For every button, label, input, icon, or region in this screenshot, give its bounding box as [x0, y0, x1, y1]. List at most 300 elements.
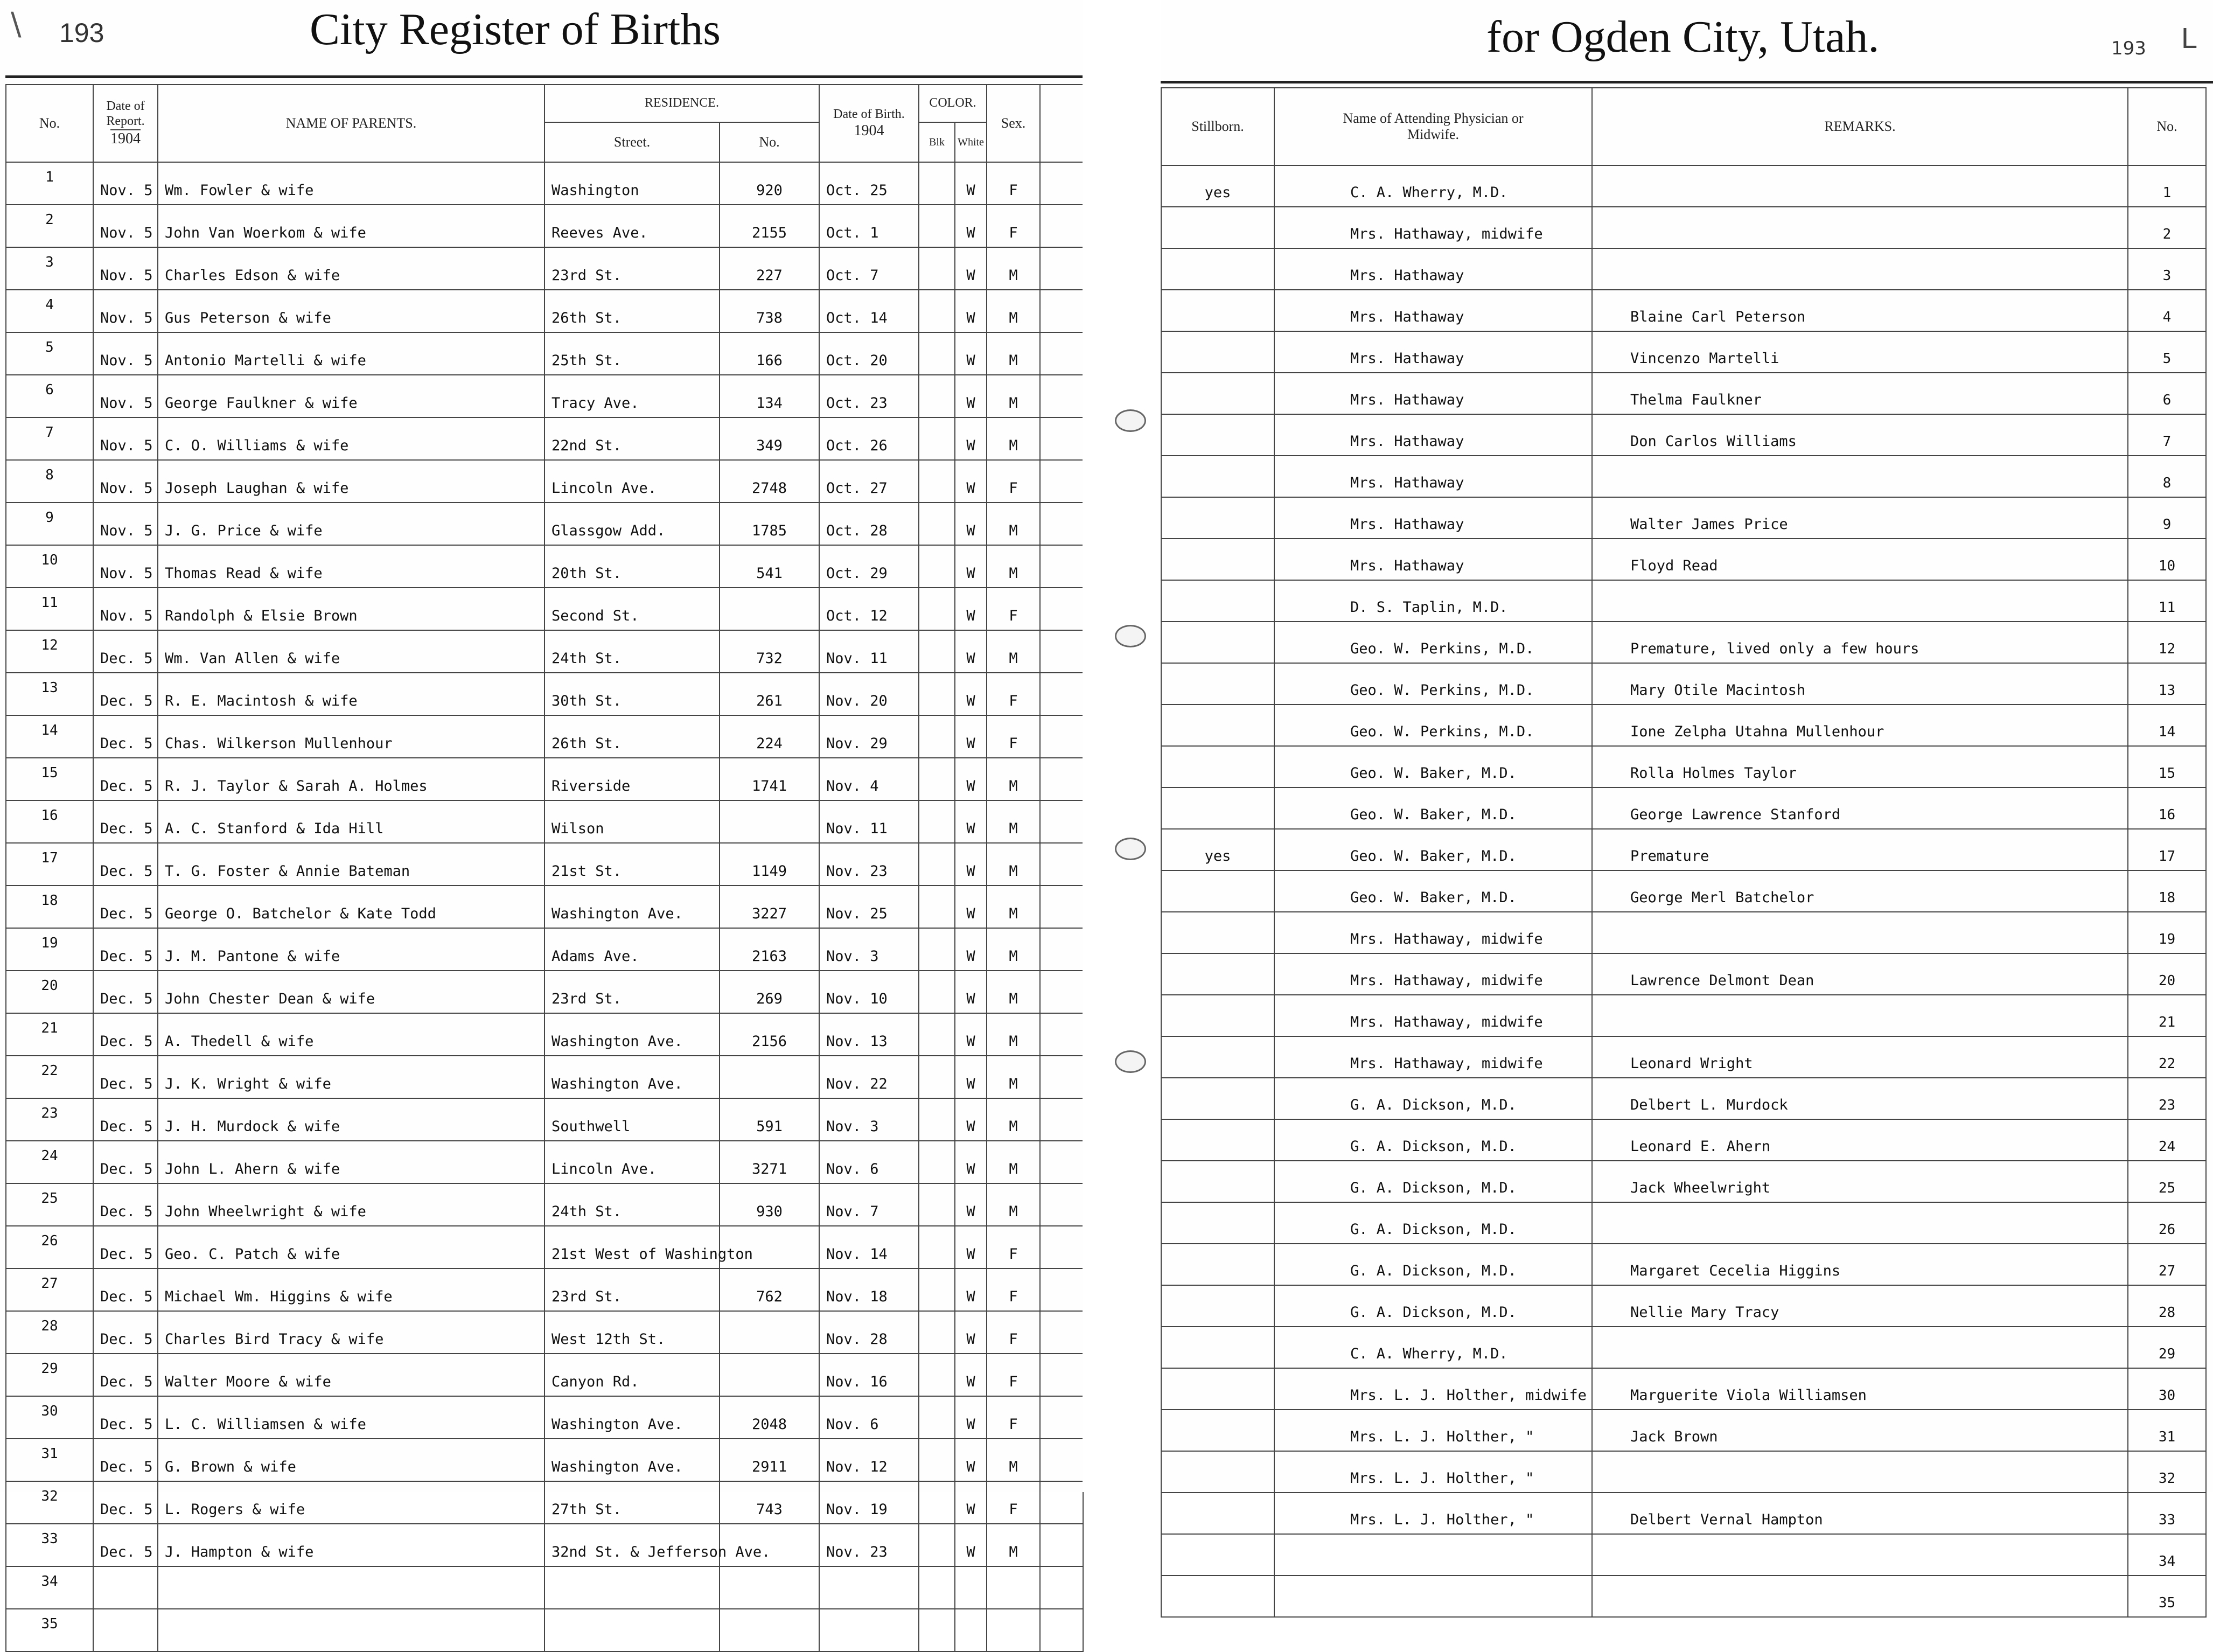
table-row	[6, 1013, 1083, 1056]
birth-date-cell: Nov. 23	[819, 843, 919, 886]
report-date-cell	[93, 1609, 158, 1651]
house-number-cell: 2163	[720, 928, 819, 971]
color-white-cell: W	[955, 375, 987, 417]
report-date-cell: Dec. 5	[93, 715, 158, 758]
blank-cell	[1040, 1013, 1083, 1056]
color-blk-cell	[919, 1013, 955, 1056]
sex-cell: M	[987, 971, 1040, 1013]
color-blk-cell	[919, 375, 955, 417]
blank-cell	[1040, 247, 1083, 290]
parents-name-cell: G. Brown & wife	[158, 1439, 544, 1481]
remarks-cell: Margaret Cecelia Higgins	[1592, 1244, 2128, 1285]
birth-date-cell: Nov. 16	[819, 1354, 919, 1396]
sex-cell: F	[987, 1481, 1040, 1524]
birth-date-cell: Oct. 28	[819, 503, 919, 545]
physician-cell: Mrs. Hathaway, midwife	[1274, 953, 1592, 995]
birth-date-cell: Oct. 29	[819, 545, 919, 588]
binder-hole	[1115, 409, 1146, 432]
table-row	[1161, 829, 2206, 870]
color-white-cell: W	[955, 290, 987, 332]
sex-cell: F	[987, 715, 1040, 758]
house-number-cell	[720, 1354, 819, 1396]
house-number-cell	[720, 1566, 819, 1609]
births-register-table-continued	[1161, 87, 2207, 1618]
color-blk-cell	[919, 928, 955, 971]
color-blk-cell	[919, 1141, 955, 1183]
parents-name-cell: J. Hampton & wife	[158, 1524, 544, 1566]
table-row	[6, 247, 1083, 290]
physician-cell: G. A. Dickson, M.D.	[1274, 1244, 1592, 1285]
row-number: 11	[2128, 580, 2206, 622]
blank-cell	[1040, 800, 1083, 843]
color-blk-cell	[919, 715, 955, 758]
report-date-cell: Dec. 5	[93, 1141, 158, 1183]
blank-cell	[1040, 1481, 1083, 1524]
table-row	[6, 843, 1083, 886]
birth-date-cell: Nov. 22	[819, 1056, 919, 1098]
row-number: 16	[6, 800, 93, 843]
house-number-cell: 1149	[720, 843, 819, 886]
color-white-cell: W	[955, 545, 987, 588]
remarks-cell	[1592, 1451, 2128, 1493]
table-row	[1161, 290, 2206, 331]
report-date-cell: Dec. 5	[93, 886, 158, 928]
color-white-cell: W	[955, 1311, 987, 1354]
row-number: 35	[2128, 1576, 2206, 1617]
row-number: 2	[2128, 207, 2206, 248]
table-row	[6, 1354, 1083, 1396]
physician-cell: Mrs. L. J. Holther, midwife	[1274, 1368, 1592, 1410]
binder-hole	[1115, 625, 1146, 647]
row-number: 7	[2128, 414, 2206, 456]
color-blk-cell	[919, 205, 955, 247]
blank-cell	[1040, 545, 1083, 588]
street-cell: 30th St.	[544, 673, 720, 715]
blank-cell	[1040, 1098, 1083, 1141]
table-row	[1161, 1493, 2206, 1534]
blank-cell	[1040, 290, 1083, 332]
sex-cell: F	[987, 162, 1040, 205]
color-white-cell: W	[955, 1481, 987, 1524]
sex-cell: M	[987, 417, 1040, 460]
row-number: 30	[6, 1396, 93, 1439]
color-blk-cell	[919, 843, 955, 886]
report-date-cell: Nov. 5	[93, 247, 158, 290]
row-number: 34	[6, 1566, 93, 1609]
report-date-cell: Dec. 5	[93, 1268, 158, 1311]
color-blk-cell	[919, 1524, 955, 1566]
stillborn-cell	[1161, 414, 1274, 456]
blank-cell	[1040, 1439, 1083, 1481]
house-number-cell: 134	[720, 375, 819, 417]
sex-cell: F	[987, 1354, 1040, 1396]
table-row	[6, 1056, 1083, 1098]
sex-cell: M	[987, 545, 1040, 588]
blank-cell	[1040, 1226, 1083, 1268]
house-number-cell	[720, 1311, 819, 1354]
row-number: 10	[6, 545, 93, 588]
parents-name-cell: L. C. Williamsen & wife	[158, 1396, 544, 1439]
sex-cell: M	[987, 843, 1040, 886]
color-blk-cell	[919, 460, 955, 503]
parents-name-cell: R. E. Macintosh & wife	[158, 673, 544, 715]
row-number: 14	[2128, 705, 2206, 746]
row-number: 5	[6, 332, 93, 375]
table-row	[6, 1439, 1083, 1481]
birth-date-cell: Nov. 3	[819, 1098, 919, 1141]
physician-cell: D. S. Taplin, M.D.	[1274, 580, 1592, 622]
row-number: 22	[2128, 1036, 2206, 1078]
house-number-cell: 3227	[720, 886, 819, 928]
physician-cell: Mrs. L. J. Holther, "	[1274, 1493, 1592, 1534]
house-number-cell	[720, 800, 819, 843]
physician-cell: G. A. Dickson, M.D.	[1274, 1202, 1592, 1244]
row-number: 27	[6, 1268, 93, 1311]
street-cell: 26th St.	[544, 290, 720, 332]
table-row	[1161, 870, 2206, 912]
physician-cell: Mrs. Hathaway, midwife	[1274, 912, 1592, 953]
table-row	[6, 545, 1083, 588]
birth-date-cell: Oct. 7	[819, 247, 919, 290]
stillborn-cell	[1161, 746, 1274, 787]
col-header-date-of-birth	[819, 85, 919, 162]
row-number: 6	[6, 375, 93, 417]
table-row	[1161, 1285, 2206, 1327]
row-number: 24	[6, 1141, 93, 1183]
remarks-cell: Delbert L. Murdock	[1592, 1078, 2128, 1119]
house-number-cell: 738	[720, 290, 819, 332]
house-number-cell: 2156	[720, 1013, 819, 1056]
left-page	[0, 0, 1083, 1632]
sex-cell: M	[987, 1183, 1040, 1226]
house-number-cell: 3271	[720, 1141, 819, 1183]
house-number-cell: 2911	[720, 1439, 819, 1481]
birth-date-cell: Oct. 14	[819, 290, 919, 332]
parents-name-cell: Randolph & Elsie Brown	[158, 588, 544, 630]
table-row	[1161, 1576, 2206, 1617]
remarks-cell	[1592, 456, 2128, 497]
color-blk-cell	[919, 545, 955, 588]
table-row	[6, 928, 1083, 971]
table-row	[1161, 787, 2206, 829]
color-white-cell: W	[955, 843, 987, 886]
stillborn-cell	[1161, 1244, 1274, 1285]
row-number: 4	[6, 290, 93, 332]
report-date-cell: Nov. 5	[93, 503, 158, 545]
street-cell	[544, 1609, 720, 1651]
row-number: 15	[6, 758, 93, 800]
table-row	[1161, 165, 2206, 207]
col-header-white: White	[955, 122, 987, 162]
color-blk-cell	[919, 758, 955, 800]
table-row	[6, 1268, 1083, 1311]
physician-cell: Mrs. Hathaway, midwife	[1274, 207, 1592, 248]
color-white-cell: W	[955, 588, 987, 630]
parents-name-cell: J. K. Wright & wife	[158, 1056, 544, 1098]
blank-cell	[1040, 928, 1083, 971]
report-date-cell	[93, 1566, 158, 1609]
blank-cell	[1040, 205, 1083, 247]
house-number-cell: 1785	[720, 503, 819, 545]
parents-name-cell: Gus Peterson & wife	[158, 290, 544, 332]
table-row	[6, 630, 1083, 673]
street-cell: 20th St.	[544, 545, 720, 588]
table-row	[6, 1226, 1083, 1268]
sex-cell: M	[987, 886, 1040, 928]
street-cell: 27th St.	[544, 1481, 720, 1524]
color-blk-cell	[919, 886, 955, 928]
color-blk-cell	[919, 1268, 955, 1311]
table-row	[1161, 207, 2206, 248]
table-row	[1161, 248, 2206, 290]
birth-date-cell: Nov. 29	[819, 715, 919, 758]
table-row	[1161, 746, 2206, 787]
house-number-cell: 349	[720, 417, 819, 460]
row-number: 19	[6, 928, 93, 971]
table-row	[1161, 663, 2206, 705]
row-number: 23	[6, 1098, 93, 1141]
stillborn-cell	[1161, 1078, 1274, 1119]
remarks-cell: Lawrence Delmont Dean	[1592, 953, 2128, 995]
physician-cell: Mrs. Hathaway	[1274, 373, 1592, 414]
remarks-cell	[1592, 1534, 2128, 1576]
street-cell: Adams Ave.	[544, 928, 720, 971]
street-cell: 23rd St.	[544, 247, 720, 290]
sex-cell: F	[987, 1396, 1040, 1439]
physician-cell: Geo. W. Perkins, M.D.	[1274, 663, 1592, 705]
report-date-cell: Dec. 5	[93, 1481, 158, 1524]
col-header-residence-no: No.	[720, 122, 819, 162]
stillborn-cell	[1161, 1161, 1274, 1202]
row-number: 25	[6, 1183, 93, 1226]
sex-cell: M	[987, 503, 1040, 545]
report-date-cell: Dec. 5	[93, 1311, 158, 1354]
row-number: 17	[2128, 829, 2206, 870]
remarks-cell	[1592, 207, 2128, 248]
birth-date-cell: Nov. 19	[819, 1481, 919, 1524]
row-number: 16	[2128, 787, 2206, 829]
row-number: 33	[6, 1524, 93, 1566]
house-number-cell: 743	[720, 1481, 819, 1524]
physician-cell: Geo. W. Baker, M.D.	[1274, 746, 1592, 787]
blank-cell	[1040, 503, 1083, 545]
row-number: 21	[2128, 995, 2206, 1036]
row-number: 11	[6, 588, 93, 630]
physician-cell: Geo. W. Perkins, M.D.	[1274, 705, 1592, 746]
house-number-cell: 224	[720, 715, 819, 758]
color-blk-cell	[919, 1609, 955, 1651]
row-number: 6	[2128, 373, 2206, 414]
blank-cell	[1040, 1183, 1083, 1226]
color-white-cell: W	[955, 800, 987, 843]
street-cell: 26th St.	[544, 715, 720, 758]
table-row	[6, 205, 1083, 247]
row-number: 3	[6, 247, 93, 290]
physician-cell: G. A. Dickson, M.D.	[1274, 1285, 1592, 1327]
table-row	[1161, 456, 2206, 497]
parents-name-cell: C. O. Williams & wife	[158, 417, 544, 460]
birth-date-cell: Oct. 25	[819, 162, 919, 205]
color-white-cell: W	[955, 673, 987, 715]
births-register-table	[5, 84, 1084, 1652]
blank-cell	[1040, 1354, 1083, 1396]
sex-cell: M	[987, 1141, 1040, 1183]
row-number: 9	[6, 503, 93, 545]
table-row	[6, 332, 1083, 375]
street-cell: Washington Ave.	[544, 1056, 720, 1098]
report-date-cell: Dec. 5	[93, 673, 158, 715]
color-white-cell: W	[955, 1226, 987, 1268]
color-white-cell: W	[955, 1439, 987, 1481]
col-header-date-of-report	[93, 85, 158, 162]
remarks-cell: Walter James Price	[1592, 497, 2128, 539]
table-row	[6, 162, 1083, 205]
birth-date-cell: Oct. 1	[819, 205, 919, 247]
remarks-cell: Jack Brown	[1592, 1410, 2128, 1451]
blank-cell	[1040, 460, 1083, 503]
street-cell: Glassgow Add.	[544, 503, 720, 545]
row-number: 8	[6, 460, 93, 503]
sex-cell: M	[987, 247, 1040, 290]
table-row	[6, 417, 1083, 460]
row-number: 14	[6, 715, 93, 758]
handwritten-page-number: 193	[59, 18, 104, 48]
color-white-cell: W	[955, 162, 987, 205]
blank-cell	[1040, 588, 1083, 630]
house-number-cell: 2748	[720, 460, 819, 503]
stillborn-cell: yes	[1161, 829, 1274, 870]
right-table-body	[1161, 165, 2206, 1617]
blank-cell	[1040, 1396, 1083, 1439]
report-date-cell: Nov. 5	[93, 588, 158, 630]
blank-cell	[1040, 1566, 1083, 1609]
table-row	[1161, 1451, 2206, 1493]
row-number: 8	[2128, 456, 2206, 497]
physician-cell: Geo. W. Perkins, M.D.	[1274, 622, 1592, 663]
physician-cell	[1274, 1534, 1592, 1576]
table-row	[1161, 414, 2206, 456]
house-number-cell: 269	[720, 971, 819, 1013]
blank-cell	[1040, 630, 1083, 673]
street-cell: Washington Ave.	[544, 886, 720, 928]
remarks-cell	[1592, 165, 2128, 207]
physician-cell	[1274, 1576, 1592, 1617]
color-blk-cell	[919, 162, 955, 205]
report-date-cell: Nov. 5	[93, 545, 158, 588]
parents-name-cell: Thomas Read & wife	[158, 545, 544, 588]
row-number: 32	[2128, 1451, 2206, 1493]
house-number-cell: 930	[720, 1183, 819, 1226]
color-white-cell: W	[955, 417, 987, 460]
blank-cell	[1040, 1609, 1083, 1651]
color-white-cell: W	[955, 971, 987, 1013]
row-number: 9	[2128, 497, 2206, 539]
parents-name-cell: Charles Bird Tracy & wife	[158, 1311, 544, 1354]
parents-name-cell: Chas. Wilkerson Mullenhour	[158, 715, 544, 758]
color-blk-cell	[919, 588, 955, 630]
color-white-cell: W	[955, 503, 987, 545]
row-number: 2	[6, 205, 93, 247]
row-number: 10	[2128, 539, 2206, 580]
handwritten-check-mark: \	[11, 5, 22, 42]
physician-cell: Geo. W. Baker, M.D.	[1274, 787, 1592, 829]
color-white-cell: W	[955, 1354, 987, 1396]
col-header-no: No.	[2128, 88, 2206, 165]
color-white-cell: W	[955, 886, 987, 928]
row-number: 32	[6, 1481, 93, 1524]
stillborn-cell	[1161, 331, 1274, 373]
row-number: 18	[2128, 870, 2206, 912]
birth-date-cell: Nov. 23	[819, 1524, 919, 1566]
row-number: 20	[2128, 953, 2206, 995]
table-row	[6, 503, 1083, 545]
stillborn-cell	[1161, 456, 1274, 497]
color-white-cell: W	[955, 758, 987, 800]
table-row	[6, 375, 1083, 417]
street-cell: Wilson	[544, 800, 720, 843]
house-number-cell: 261	[720, 673, 819, 715]
table-row	[6, 1141, 1083, 1183]
physician-cell: Mrs. Hathaway, midwife	[1274, 1036, 1592, 1078]
blank-cell	[1040, 375, 1083, 417]
stillborn-cell	[1161, 705, 1274, 746]
house-number-cell: 166	[720, 332, 819, 375]
report-date-cell: Dec. 5	[93, 1056, 158, 1098]
color-blk-cell	[919, 630, 955, 673]
row-number: 28	[2128, 1285, 2206, 1327]
table-row	[6, 886, 1083, 928]
color-white-cell: W	[955, 715, 987, 758]
row-number: 12	[2128, 622, 2206, 663]
remarks-cell: Marguerite Viola Williamsen	[1592, 1368, 2128, 1410]
parents-name-cell: Charles Edson & wife	[158, 247, 544, 290]
table-row	[1161, 1410, 2206, 1451]
color-white-cell: W	[955, 1141, 987, 1183]
street-cell: 24th St.	[544, 1183, 720, 1226]
stillborn-cell	[1161, 870, 1274, 912]
sex-cell: M	[987, 758, 1040, 800]
sex-cell: M	[987, 1098, 1040, 1141]
table-row	[1161, 1327, 2206, 1368]
color-blk-cell	[919, 503, 955, 545]
stillborn-cell	[1161, 248, 1274, 290]
date-of-report-year: 1904	[110, 130, 141, 147]
report-date-cell: Dec. 5	[93, 1396, 158, 1439]
sex-cell: F	[987, 460, 1040, 503]
house-number-cell	[720, 1609, 819, 1651]
report-date-cell: Dec. 5	[93, 1183, 158, 1226]
color-blk-cell	[919, 247, 955, 290]
col-header-stillborn: Stillborn.	[1161, 88, 1274, 165]
house-number-cell: 541	[720, 545, 819, 588]
blank-cell	[1040, 843, 1083, 886]
blank-cell	[1040, 332, 1083, 375]
row-number: 25	[2128, 1161, 2206, 1202]
color-blk-cell	[919, 1226, 955, 1268]
row-number: 7	[6, 417, 93, 460]
remarks-cell	[1592, 248, 2128, 290]
color-white-cell: W	[955, 1056, 987, 1098]
remarks-cell: Rolla Holmes Taylor	[1592, 746, 2128, 787]
physician-cell: Mrs. Hathaway	[1274, 414, 1592, 456]
row-number: 1	[2128, 165, 2206, 207]
remarks-cell	[1592, 580, 2128, 622]
col-header-street: Street.	[544, 122, 720, 162]
table-row	[6, 715, 1083, 758]
table-row	[6, 758, 1083, 800]
birth-date-cell: Nov. 6	[819, 1396, 919, 1439]
birth-date-cell: Oct. 23	[819, 375, 919, 417]
